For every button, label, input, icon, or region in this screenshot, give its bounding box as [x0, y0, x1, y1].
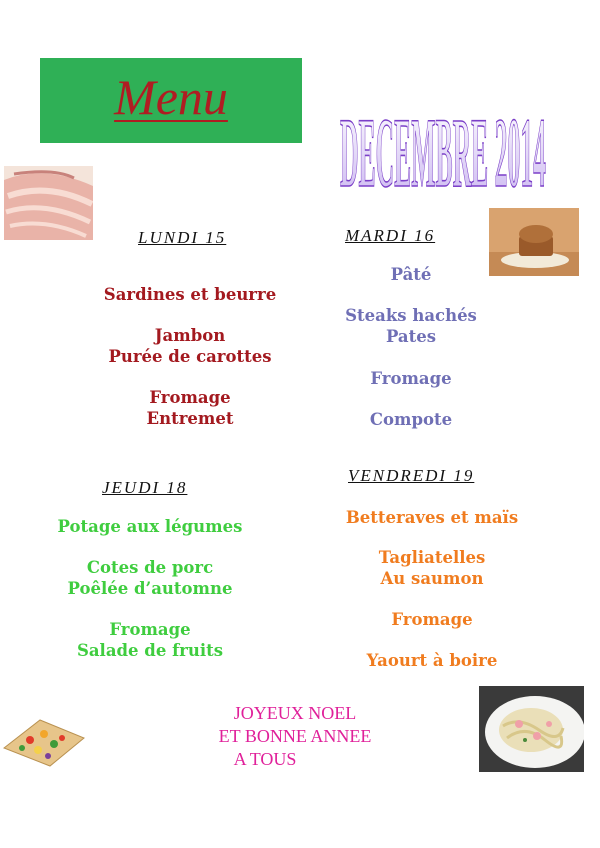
- greeting-line-2: ET BONNE ANNEE: [218, 726, 372, 746]
- dish-lundi-4: Fromage: [149, 388, 231, 407]
- day-heading-vendredi: VENDREDI 19: [348, 466, 475, 485]
- month-wordart: [338, 88, 548, 200]
- menu-title: Menu: [114, 69, 228, 125]
- ham-photo: [4, 166, 93, 240]
- dish-mardi-2: Steaks hachés: [345, 306, 477, 325]
- dish-lundi-1: Sardines et beurre: [103, 285, 277, 304]
- dish-mardi-1: Pâté: [390, 265, 432, 284]
- menu-title-box: [40, 58, 302, 143]
- dish-vendredi-1: Betteraves et maïs: [345, 508, 519, 527]
- dish-jeudi-3: Poêlée d’automne: [67, 579, 233, 598]
- dish-vendredi-4: Fromage: [391, 610, 473, 629]
- dish-lundi-2: Jambon: [154, 326, 226, 345]
- dish-mardi-5: Compote: [369, 410, 453, 429]
- dish-vendredi-5: Yaourt à boire: [366, 651, 498, 670]
- dish-lundi-3: Purée de carottes: [108, 347, 272, 366]
- day-heading-mardi: MARDI 16: [345, 226, 436, 245]
- greeting-line-3: A TOUS: [233, 749, 297, 769]
- dish-jeudi-1: Potage aux légumes: [57, 517, 243, 536]
- dish-jeudi-4: Fromage: [109, 620, 191, 639]
- dish-mardi-4: Fromage: [370, 369, 452, 388]
- dish-lundi-5: Entremet: [146, 409, 234, 428]
- day-heading-lundi: LUNDI 15: [138, 228, 227, 247]
- dish-mardi-3: Pates: [385, 327, 437, 346]
- dish-jeudi-2: Cotes de porc: [86, 558, 214, 577]
- dish-vendredi-3: Au saumon: [380, 569, 484, 588]
- dish-vendredi-2: Tagliatelles: [378, 548, 486, 567]
- day-heading-jeudi: JEUDI 18: [102, 478, 188, 497]
- fruit-salad-photo: [0, 708, 86, 770]
- month-text: DECEMBRE 2014: [340, 97, 546, 200]
- greeting-line-1: JOYEUX NOEL: [233, 703, 357, 723]
- dish-jeudi-5: Salade de fruits: [76, 641, 224, 660]
- tagliatelle-photo: [479, 686, 584, 772]
